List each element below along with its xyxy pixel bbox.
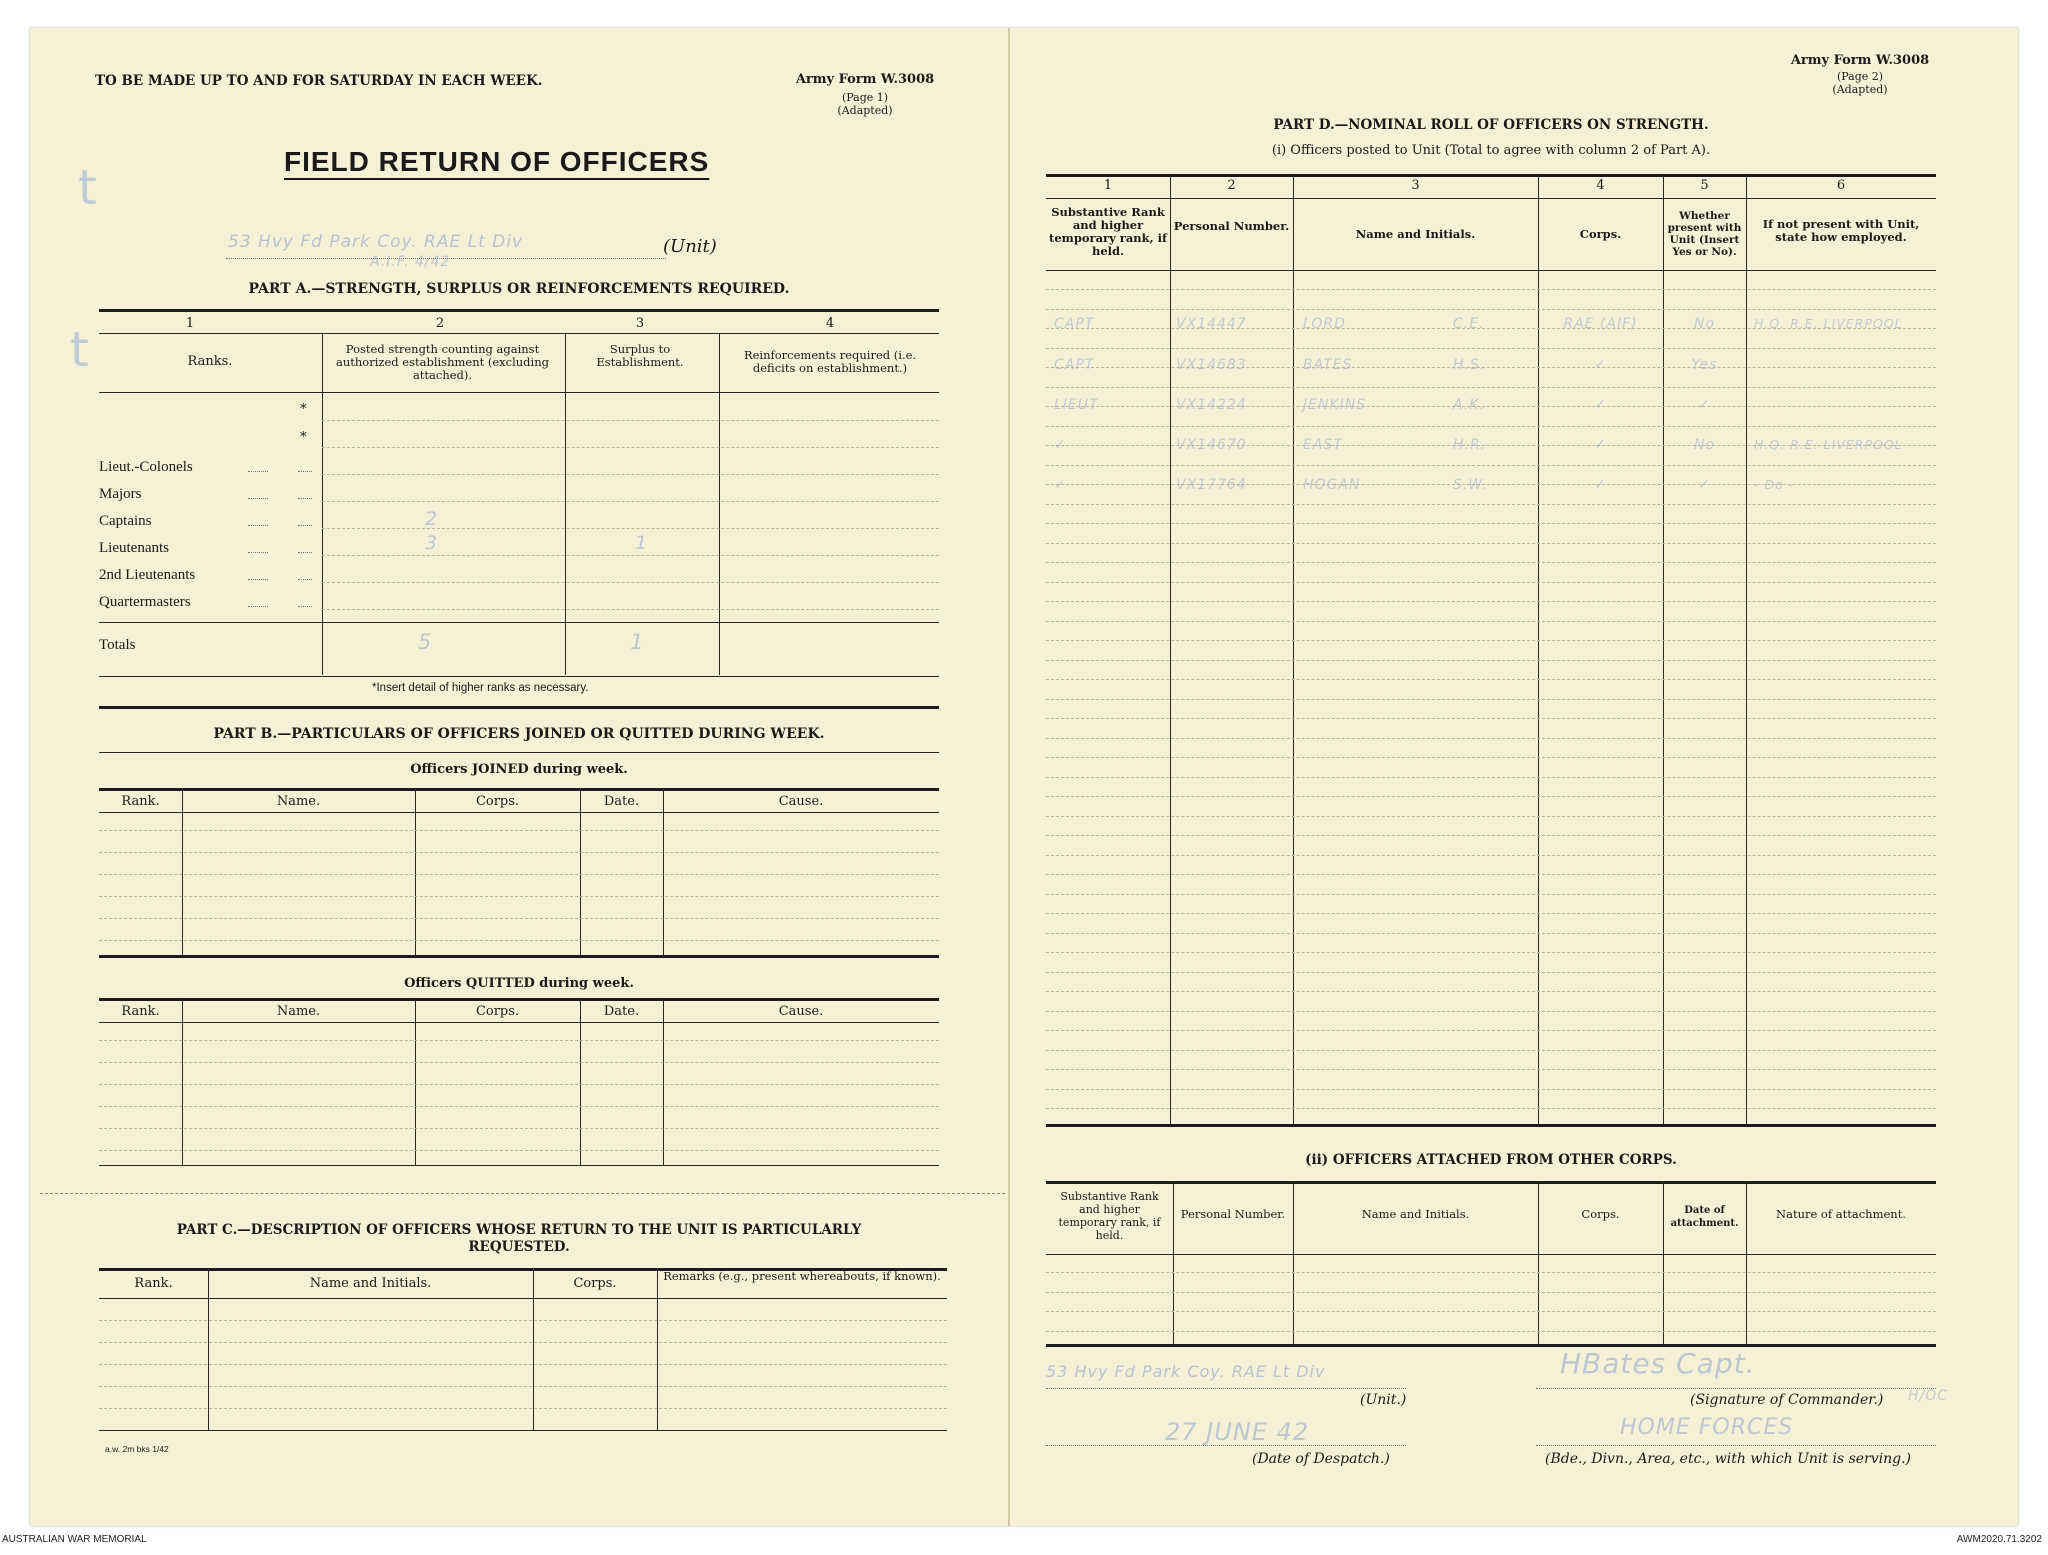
dotted-leader [298,552,312,553]
row-rule [1046,465,1936,466]
ranks-header: Ranks. [187,354,233,369]
totals-surplus: 1 [630,630,645,654]
part-a-title: PART A.—STRENGTH, SURPLUS OR REINFORCEMENTS REQUIRED. [248,281,790,297]
dotted-leader [248,552,268,553]
officer-rank: ✓ [1054,477,1067,493]
rank-quartermasters: Quartermasters [99,594,191,610]
column-header: If not present with Unit, state how employed. [1762,217,1920,244]
signature-note: H/OC [1908,1388,1949,1404]
column-header: Nature of attachment. [1776,1207,1906,1221]
officer-name: LORD [1303,316,1346,332]
row-rule [99,852,939,853]
row-rule [1046,543,1936,544]
column-rule [415,998,416,1165]
col-number: 1 [185,316,195,331]
row-rule [322,555,939,556]
officer-number: VX14224 [1176,397,1247,413]
row-rule [99,1128,939,1129]
row-rule [322,528,939,529]
posted-lieutenants: 3 [425,532,439,554]
officer-rank: LIEUT [1054,397,1099,413]
row-rule [1046,679,1936,680]
row-rule [1046,718,1936,719]
row-rule [1046,1030,1936,1031]
row-rule [1046,777,1936,778]
officer-present: No [1693,316,1716,332]
officer-employment: H.Q. R.E. LIVERPOOL [1754,316,1903,331]
row-rule [1046,426,1936,427]
row-rule [1046,699,1936,700]
column-header: Remarks (e.g., present whereabouts, if known). [663,1269,941,1283]
signature-label: (Signature of Commander.) [1690,1392,1884,1408]
row-rule [1046,855,1936,856]
row-rule [99,1386,947,1387]
row-rule [1046,562,1936,563]
column-rule [1293,1181,1294,1344]
row-rule [1046,874,1936,875]
row-rule [322,420,939,421]
row-rule [99,896,939,897]
officer-name: BATES [1303,357,1353,373]
column-header: Rank. [121,1004,160,1019]
formation-handwriting: HOME FORCES [1620,1415,1794,1440]
column-rule [1173,1181,1174,1344]
pencil-mark-t1: t [78,160,98,216]
header-rule [99,1298,947,1299]
dotted-leader [248,498,268,499]
row-rule [1046,387,1936,388]
row-rule [1046,309,1936,310]
header-rule [1046,1254,1936,1255]
column-rule [415,788,416,955]
officer-number: VX17764 [1176,477,1247,493]
dotted-leader [298,525,312,526]
unit-handwriting: 53 Hvy Fd Park Coy. RAE Lt Div [228,232,524,252]
page-label-right: (Page 2) [1836,70,1884,83]
column-rule [208,1268,209,1430]
dotted-leader [248,579,268,580]
row-rule [99,918,939,919]
header-instruction: TO BE MADE UP TO AND FOR SATURDAY IN EACH WEEK. [95,73,543,89]
posted-captains: 2 [425,508,439,530]
row-rule [99,1062,939,1063]
rank-lieutenants: Lieutenants [99,540,169,556]
page-label: (Page 1) [841,91,889,104]
column-header: Corps. [475,1004,520,1019]
rank-2nd-lieutenants: 2nd Lieutenants [99,567,196,583]
pencil-mark-t2: t [70,322,90,378]
officer-initials: A.K. [1453,397,1485,413]
row-rule [1046,582,1936,583]
dotted-leader [248,606,268,607]
officer-present: ✓ [1698,477,1711,493]
row-rule [1046,640,1936,641]
column-header: Substantive Rank and higher temporary rank, if held. [1058,1190,1161,1242]
dotted-leader [298,606,312,607]
officer-number: VX14683 [1176,357,1247,373]
tear-line [40,1193,1005,1194]
column-header: Cause. [778,1004,824,1019]
column-rule [182,788,183,955]
row-rule [1046,757,1936,758]
officer-number: VX14447 [1176,316,1247,332]
surplus-lieutenants: 1 [635,532,649,554]
row-rule [1046,523,1936,524]
row-rule [1046,1292,1936,1293]
header-rule [99,1022,939,1023]
dotted-leader [248,525,268,526]
column-header: Substantive Rank and higher temporary rank, if held. [1049,205,1167,258]
attached-title: (ii) OFFICERS ATTACHED FROM OTHER CORPS. [1305,1152,1677,1168]
officer-present: ✓ [1698,397,1711,413]
adapted-label-right: (Adapted) [1832,83,1888,96]
rank-captains: Captains [99,513,152,529]
column-header: Cause. [778,794,824,809]
row-rule [99,1106,939,1107]
rank-lieut-colonels: Lieut.-Colonels [99,459,193,475]
surplus-header: Surplus to Establishment. [596,342,684,369]
column-header: Name and Initials. [1355,227,1476,241]
column-header: Corps. [1579,227,1622,241]
column-header: Personal Number. [1173,219,1290,233]
row-rule [1046,738,1936,739]
officer-corps: ✓ [1594,477,1607,493]
row-rule [1046,601,1936,602]
unit-label-right: (Unit.) [1360,1392,1407,1408]
column-header: Corps. [1581,1207,1620,1221]
row-rule [99,1084,939,1085]
column-number: 2 [1227,178,1236,193]
row-rule [322,447,939,448]
column-rule [580,998,581,1165]
row-rule [322,609,939,610]
column-header: Corps. [475,794,520,809]
row-rule [99,830,939,831]
row-rule [1046,913,1936,914]
reinforcements-header: Reinforcements required (i.e. deficits on establishment.) [743,348,917,375]
row-rule [1046,894,1936,895]
formation-label: (Bde., Divn., Area, etc., with which Unit is serving.) [1545,1451,1912,1467]
row-rule [1046,796,1936,797]
column-rule [1663,1181,1664,1344]
column-number: 3 [1411,178,1420,193]
row-rule [99,1364,947,1365]
officer-name: JENKINS [1303,397,1367,413]
quitted-title: Officers QUITTED during week. [404,976,634,991]
column-rule [580,788,581,955]
row-rule [1046,991,1936,992]
row-rule [1046,1331,1936,1332]
unit-label: (Unit) [663,236,717,257]
adapted-label: (Adapted) [837,104,893,117]
row-rule [1046,1011,1936,1012]
row-rule [99,1408,947,1409]
officer-rank: CAPT [1054,357,1095,373]
part-d-subtitle: (i) Officers posted to Unit (Total to agree with column 2 of Part A). [1271,143,1711,158]
officer-initials: H.S. [1453,357,1486,373]
part-c-title-2: REQUESTED. [468,1239,570,1255]
column-rule [533,1268,534,1430]
column-rule [1170,174,1171,1124]
row-rule [1046,348,1936,349]
column-header: Name and Initials. [309,1276,432,1291]
officer-rank: ✓ [1054,437,1067,453]
unit-handwriting-2: A.I.F. 4/42 [370,254,451,270]
row-rule [99,940,939,941]
row-rule [1046,835,1936,836]
rank-majors: Majors [99,486,142,502]
officer-initials: C.E. [1453,316,1485,332]
row-rule [322,582,939,583]
column-rule [1293,174,1294,1124]
officer-rank: CAPT [1054,316,1095,332]
unit-handwriting-right: 53 Hvy Fd Park Coy. RAE Lt Div [1046,1362,1326,1381]
part-a-footnote: *Insert detail of higher ranks as necessary. [372,682,589,694]
column-number: 1 [1103,178,1113,193]
column-header: Rank. [134,1276,173,1291]
row-rule [322,474,939,475]
star-mark: * [300,430,307,445]
part-d-title: PART D.—NOMINAL ROLL OF OFFICERS ON STRENGTH. [1273,117,1709,133]
col-number: 4 [825,316,835,331]
column-rule [663,998,664,1165]
officer-corps: ✓ [1594,397,1607,413]
joined-title: Officers JOINED during week. [410,762,628,777]
row-rule [322,501,939,502]
officer-corps: ✓ [1594,437,1607,453]
column-rule [1538,1181,1539,1344]
dotted-leader [298,471,312,472]
row-rule [99,1150,939,1151]
column-header: Personal Number. [1180,1207,1286,1221]
posted-header: Posted strength counting against authorized establishment (excluding attached). [336,342,549,382]
row-rule [1046,504,1936,505]
totals-label: Totals [99,637,136,653]
officer-employment: H.Q. R.E. LIVERPOOL [1754,437,1903,452]
row-rule [1046,1069,1936,1070]
officer-employment: - Do - [1754,477,1795,492]
officer-corps: ✓ [1594,357,1607,373]
officer-corps: RAE (AIF) [1563,316,1638,332]
row-rule [1046,660,1936,661]
row-rule [1046,972,1936,973]
column-header: Whether present with Unit (Insert Yes or No). [1667,210,1742,258]
officer-name: EAST [1303,437,1343,453]
dotted-leader [298,498,312,499]
column-header: Date. [603,794,640,809]
column-number: 5 [1700,178,1709,193]
column-number: 4 [1596,178,1605,193]
column-rule [663,788,664,955]
officer-present: No [1693,437,1716,453]
officer-number: VX14670 [1176,437,1247,453]
column-rule [1746,174,1747,1124]
unit-line [226,258,666,259]
column-header: Rank. [121,794,160,809]
row-rule [99,1320,947,1321]
row-rule [1046,621,1936,622]
row-rule [1046,1272,1936,1273]
row-rule [1046,1108,1936,1109]
row-rule [99,1342,947,1343]
despatch-date: 27 JUNE 42 [1165,1418,1310,1446]
footer-accession: AWM2020.71.3202 [1956,1534,2042,1545]
column-header: Corps. [573,1276,617,1291]
column-header: Date of attachment. [1670,1205,1739,1229]
row-rule [1046,933,1936,934]
row-rule [99,874,939,875]
print-code: a.w. 2m bks 1/42 [105,1444,169,1454]
column-number: 6 [1836,178,1846,193]
commander-signature: HBates Capt. [1560,1347,1756,1380]
form-id: Army Form W.3008 [795,72,935,87]
header-rule [99,812,939,813]
row-rule [1046,1050,1936,1051]
column-header: Date. [603,1004,640,1019]
row-rule [1046,1089,1936,1090]
page-title: FIELD RETURN OF OFFICERS [284,146,710,177]
star-mark: * [300,402,307,417]
dotted-leader [248,471,268,472]
date-label: (Date of Despatch.) [1252,1451,1390,1467]
part-c-title: PART C.—DESCRIPTION OF OFFICERS WHOSE RETURN TO THE UNIT IS PARTICULARLY [176,1222,862,1238]
column-rule [1746,1181,1747,1344]
officer-name: HOGAN [1303,477,1361,493]
dotted-leader [298,579,312,580]
column-header: Name. [276,1004,321,1019]
officer-initials: H.R. [1453,437,1487,453]
column-header: Name. [276,794,321,809]
column-rule [182,998,183,1165]
column-rule [657,1268,658,1430]
col-number: 3 [635,316,645,331]
officer-present: Yes [1691,357,1718,373]
page-fold [1008,28,1010,1526]
row-rule [99,1040,939,1041]
part-b-title: PART B.—PARTICULARS OF OFFICERS JOINED OR QUITTED DURING WEEK. [213,726,825,742]
row-rule [1046,1311,1936,1312]
officer-initials: S.W. [1453,477,1488,493]
totals-posted: 5 [418,630,433,654]
col-number: 2 [435,316,445,331]
form-id-right: Army Form W.3008 [1790,53,1930,68]
column-header: Name and Initials. [1361,1207,1470,1221]
row-rule [1046,289,1936,290]
footer-credit: AUSTRALIAN WAR MEMORIAL [2,1534,147,1545]
row-rule [1046,816,1936,817]
row-rule [1046,952,1936,953]
